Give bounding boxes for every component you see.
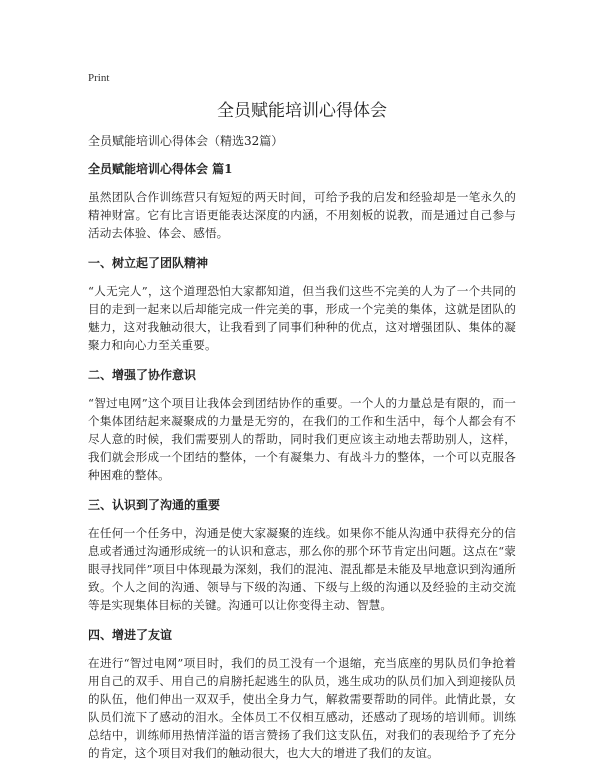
article-heading: 全员赋能培训心得体会 篇1: [88, 162, 233, 176]
page-title: 全员赋能培训心得体会: [217, 101, 387, 121]
document-body: [88, 132, 516, 774]
section-paragraph-1: “人无完人”，这个道理恐怕大家都知道，但当我们这些不完美的人为了一个共同的目的走到一起来以后却能完成一件完美的事，形成一个完美的集体，这就是团队的魅力，这对我触动很大，让我看到了同事们种种的优点，这对增强团队、集体的凝聚力和向心力至关重要。: [88, 284, 516, 352]
section-heading-4: 四、增进了友谊: [88, 628, 173, 642]
section-heading-3: 三、认识到了沟通的重要: [88, 498, 221, 512]
document-subtitle: 全员赋能培训心得体会（精选32篇）: [88, 134, 284, 148]
intro-paragraph: 虽然团队合作训练营只有短短的两天时间，可给予我的启发和经验却是一笔永久的精神财富。它有比言语更能表达深度的内涵，不用刻板的说教，而是通过自己参与活动去体验、体会、感悟。: [88, 190, 516, 240]
section-paragraph-3: 在任何一个任务中，沟通是使大家凝聚的连线。如果你不能从沟通中获得充分的信息或者通过沟通形成统一的认识和意志，那么你的那个环节肯定出问题。这点在“蒙眼寻找同伴”项目中体现最为深刻，我们的混沌、混乱都是未能及早地意识到沟通所致。个人之间的沟通、领导与下级的沟通、下级与上级的沟通以及经验的主动交流等是实现集体目标的关键。沟通可以让你变得主动、智慧。: [88, 526, 516, 612]
print-link[interactable]: Print: [88, 72, 110, 84]
section-paragraph-2: “智过电网”这个项目让我体会到团结协作的重要。一个人的力量总是有限的，而一个集体团结起来凝聚成的力量是无穷的，在我们的工作和生活中，每个人都会有不尽人意的时候，我们需要别人的帮助，同时我们更应该主动地去帮助别人，这样，我们就会形成一个团结的整体，一个有凝集力、有战斗力的整体，一个可以克服各种困难的整体。: [88, 396, 516, 482]
section-heading-2: 二、增强了协作意识: [88, 368, 197, 382]
section-paragraph-4: 在进行“智过电网”项目时，我们的员工没有一个退缩，充当底座的男队员们争抢着用自己的双手、用自己的肩膀托起逃生的队员，逃生成功的队员们加入到迎接队员的队伍，他们伸出一双双手，使出全身力气，解救需要帮助的同伴。此情此景，女队员们流下了感动的泪水。全体员工不仅相互感动，还感动了现场的培训师。训练总结中，训练师用热情洋溢的语言赞扬了我们这支队伍，对我们的表现给予了充分的肯定，这个项目对我们的触动很大，也大大的增进了我们的友谊。: [88, 656, 516, 760]
section-heading-1: 一、树立起了团队精神: [88, 256, 209, 270]
